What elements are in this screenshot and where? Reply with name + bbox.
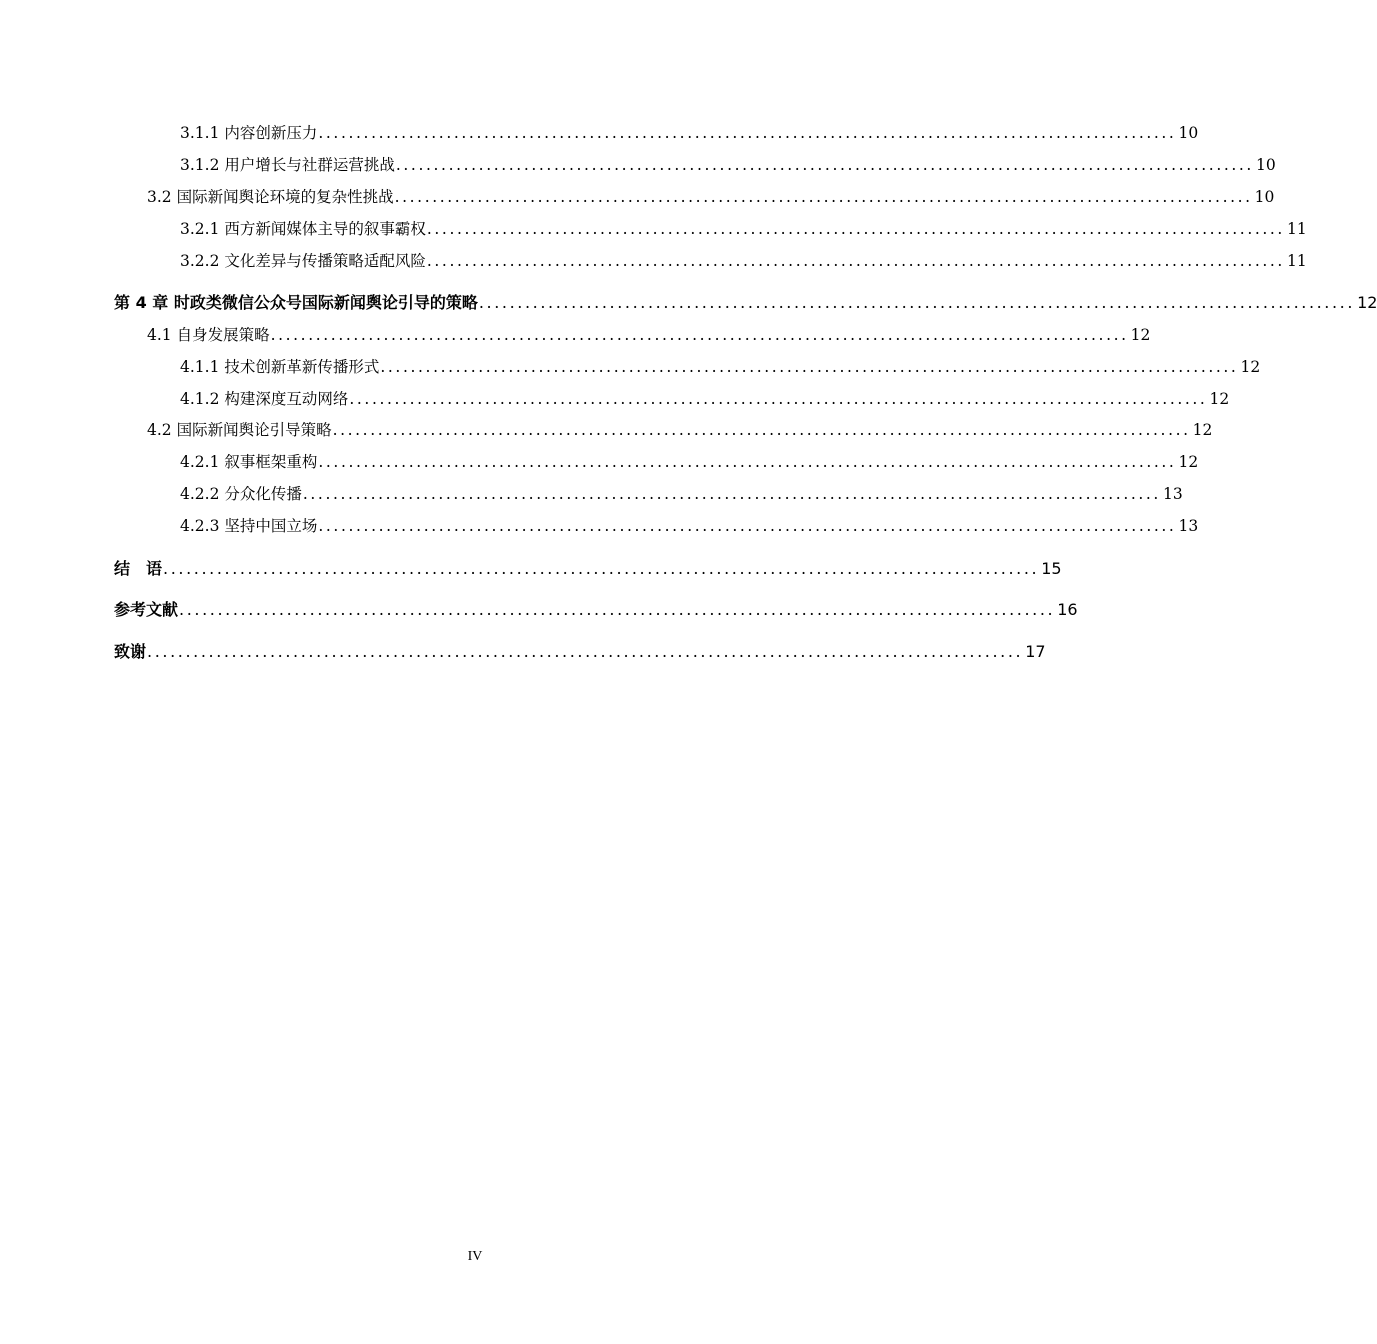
toc-entry-title: 3.1.2 用户增长与社群运营挑战 — [180, 156, 395, 174]
toc-dot-leader: .................................................................................................................. — [179, 600, 1056, 619]
toc-entry-4-1-2[interactable] — [180, 387, 1230, 409]
toc-dot-leader: .................................................................................................................. — [302, 485, 1161, 503]
toc-entry-conclusion[interactable] — [114, 556, 1062, 579]
toc-entry-4-2-3[interactable] — [180, 514, 1199, 536]
toc-entry-references[interactable] — [114, 597, 1078, 620]
toc-dot-leader: .................................................................................................................. — [147, 642, 1024, 661]
toc-entry-title: 4.1.2 构建深度互动网络 — [180, 390, 349, 408]
toc-dot-leader: .................................................................................................................. — [478, 293, 1356, 312]
toc-entry-title: 3.2 国际新闻舆论环境的复杂性挑战 — [147, 188, 394, 206]
toc-entry-title: 4.2.3 坚持中国立场 — [180, 517, 318, 535]
toc-entry-4-2-1[interactable] — [180, 450, 1199, 472]
toc-dot-leader: .................................................................................................................. — [426, 220, 1285, 238]
toc-dot-leader: .................................................................................................................. — [163, 559, 1040, 578]
toc-entry-3-1-2[interactable] — [180, 153, 1276, 175]
toc-entry-title: 3.1.1 内容创新压力 — [180, 124, 318, 142]
toc-dot-leader: .................................................................................................................. — [426, 252, 1285, 270]
toc-page-number: 12 — [1178, 453, 1199, 471]
toc-entry-3-1-1[interactable] — [180, 121, 1199, 143]
toc-dot-leader: .................................................................................................................. — [349, 390, 1208, 408]
toc-page-number: 17 — [1025, 642, 1046, 661]
toc-entry-title: 4.2 国际新闻舆论引导策略 — [147, 421, 332, 439]
toc-entry-title: 第 4 章 时政类微信公众号国际新闻舆论引导的策略 — [114, 293, 478, 312]
toc-entry-4-2[interactable] — [147, 418, 1213, 440]
toc-entry-4-1-1[interactable] — [180, 355, 1261, 377]
toc-entry-4-2-2[interactable] — [180, 482, 1183, 504]
toc-entry-3-2[interactable] — [147, 185, 1275, 207]
page-number-footer: IV — [467, 1249, 483, 1264]
toc-dot-leader: .................................................................................................................. — [318, 517, 1177, 535]
toc-page-number: 13 — [1162, 485, 1183, 503]
toc-page-number: 11 — [1286, 252, 1307, 270]
toc-entry-title: 结 语 — [114, 559, 163, 578]
toc-entry-title: 4.2.2 分众化传播 — [180, 485, 302, 503]
toc-page-number: 10 — [1254, 188, 1275, 206]
toc-page-number: 12 — [1209, 390, 1230, 408]
toc-dot-leader: .................................................................................................................. — [318, 124, 1177, 142]
toc-entry-title: 3.2.1 西方新闻媒体主导的叙事霸权 — [180, 220, 426, 238]
toc-page-number: 16 — [1057, 600, 1078, 619]
toc-dot-leader: .................................................................................................................. — [332, 421, 1191, 439]
toc-page-number: 12 — [1192, 421, 1213, 439]
toc-page-number: 12 — [1130, 326, 1151, 344]
toc-entry-3-2-2[interactable] — [180, 249, 1307, 271]
toc-page-number: 13 — [1178, 517, 1199, 535]
toc-page-number: 10 — [1255, 156, 1276, 174]
toc-entry-3-2-1[interactable] — [180, 217, 1307, 239]
toc-entry-title: 4.1 自身发展策略 — [147, 326, 270, 344]
toc-entry-title: 参考文献 — [114, 600, 179, 619]
toc-entry-chapter-4[interactable] — [114, 290, 1377, 313]
toc-page-number: 15 — [1041, 559, 1062, 578]
toc-dot-leader: .................................................................................................................. — [395, 156, 1254, 174]
toc-dot-leader: .................................................................................................................. — [318, 453, 1177, 471]
toc-entry-acknowledgements[interactable] — [114, 639, 1046, 662]
toc-page-number: 12 — [1240, 358, 1261, 376]
toc-page-number: 12 — [1357, 293, 1377, 312]
toc-entry-title: 4.1.1 技术创新革新传播形式 — [180, 358, 380, 376]
toc-dot-leader: .................................................................................................................. — [380, 358, 1239, 376]
toc-entry-4-1[interactable] — [147, 323, 1151, 345]
toc-dot-leader: .................................................................................................................. — [394, 188, 1253, 206]
toc-dot-leader: .................................................................................................................. — [270, 326, 1129, 344]
toc-entry-title: 3.2.2 文化差异与传播策略适配风险 — [180, 252, 426, 270]
toc-page-number: 11 — [1286, 220, 1307, 238]
toc-entry-title: 致谢 — [114, 642, 147, 661]
toc-page-number: 10 — [1178, 124, 1199, 142]
toc-entry-title: 4.2.1 叙事框架重构 — [180, 453, 318, 471]
